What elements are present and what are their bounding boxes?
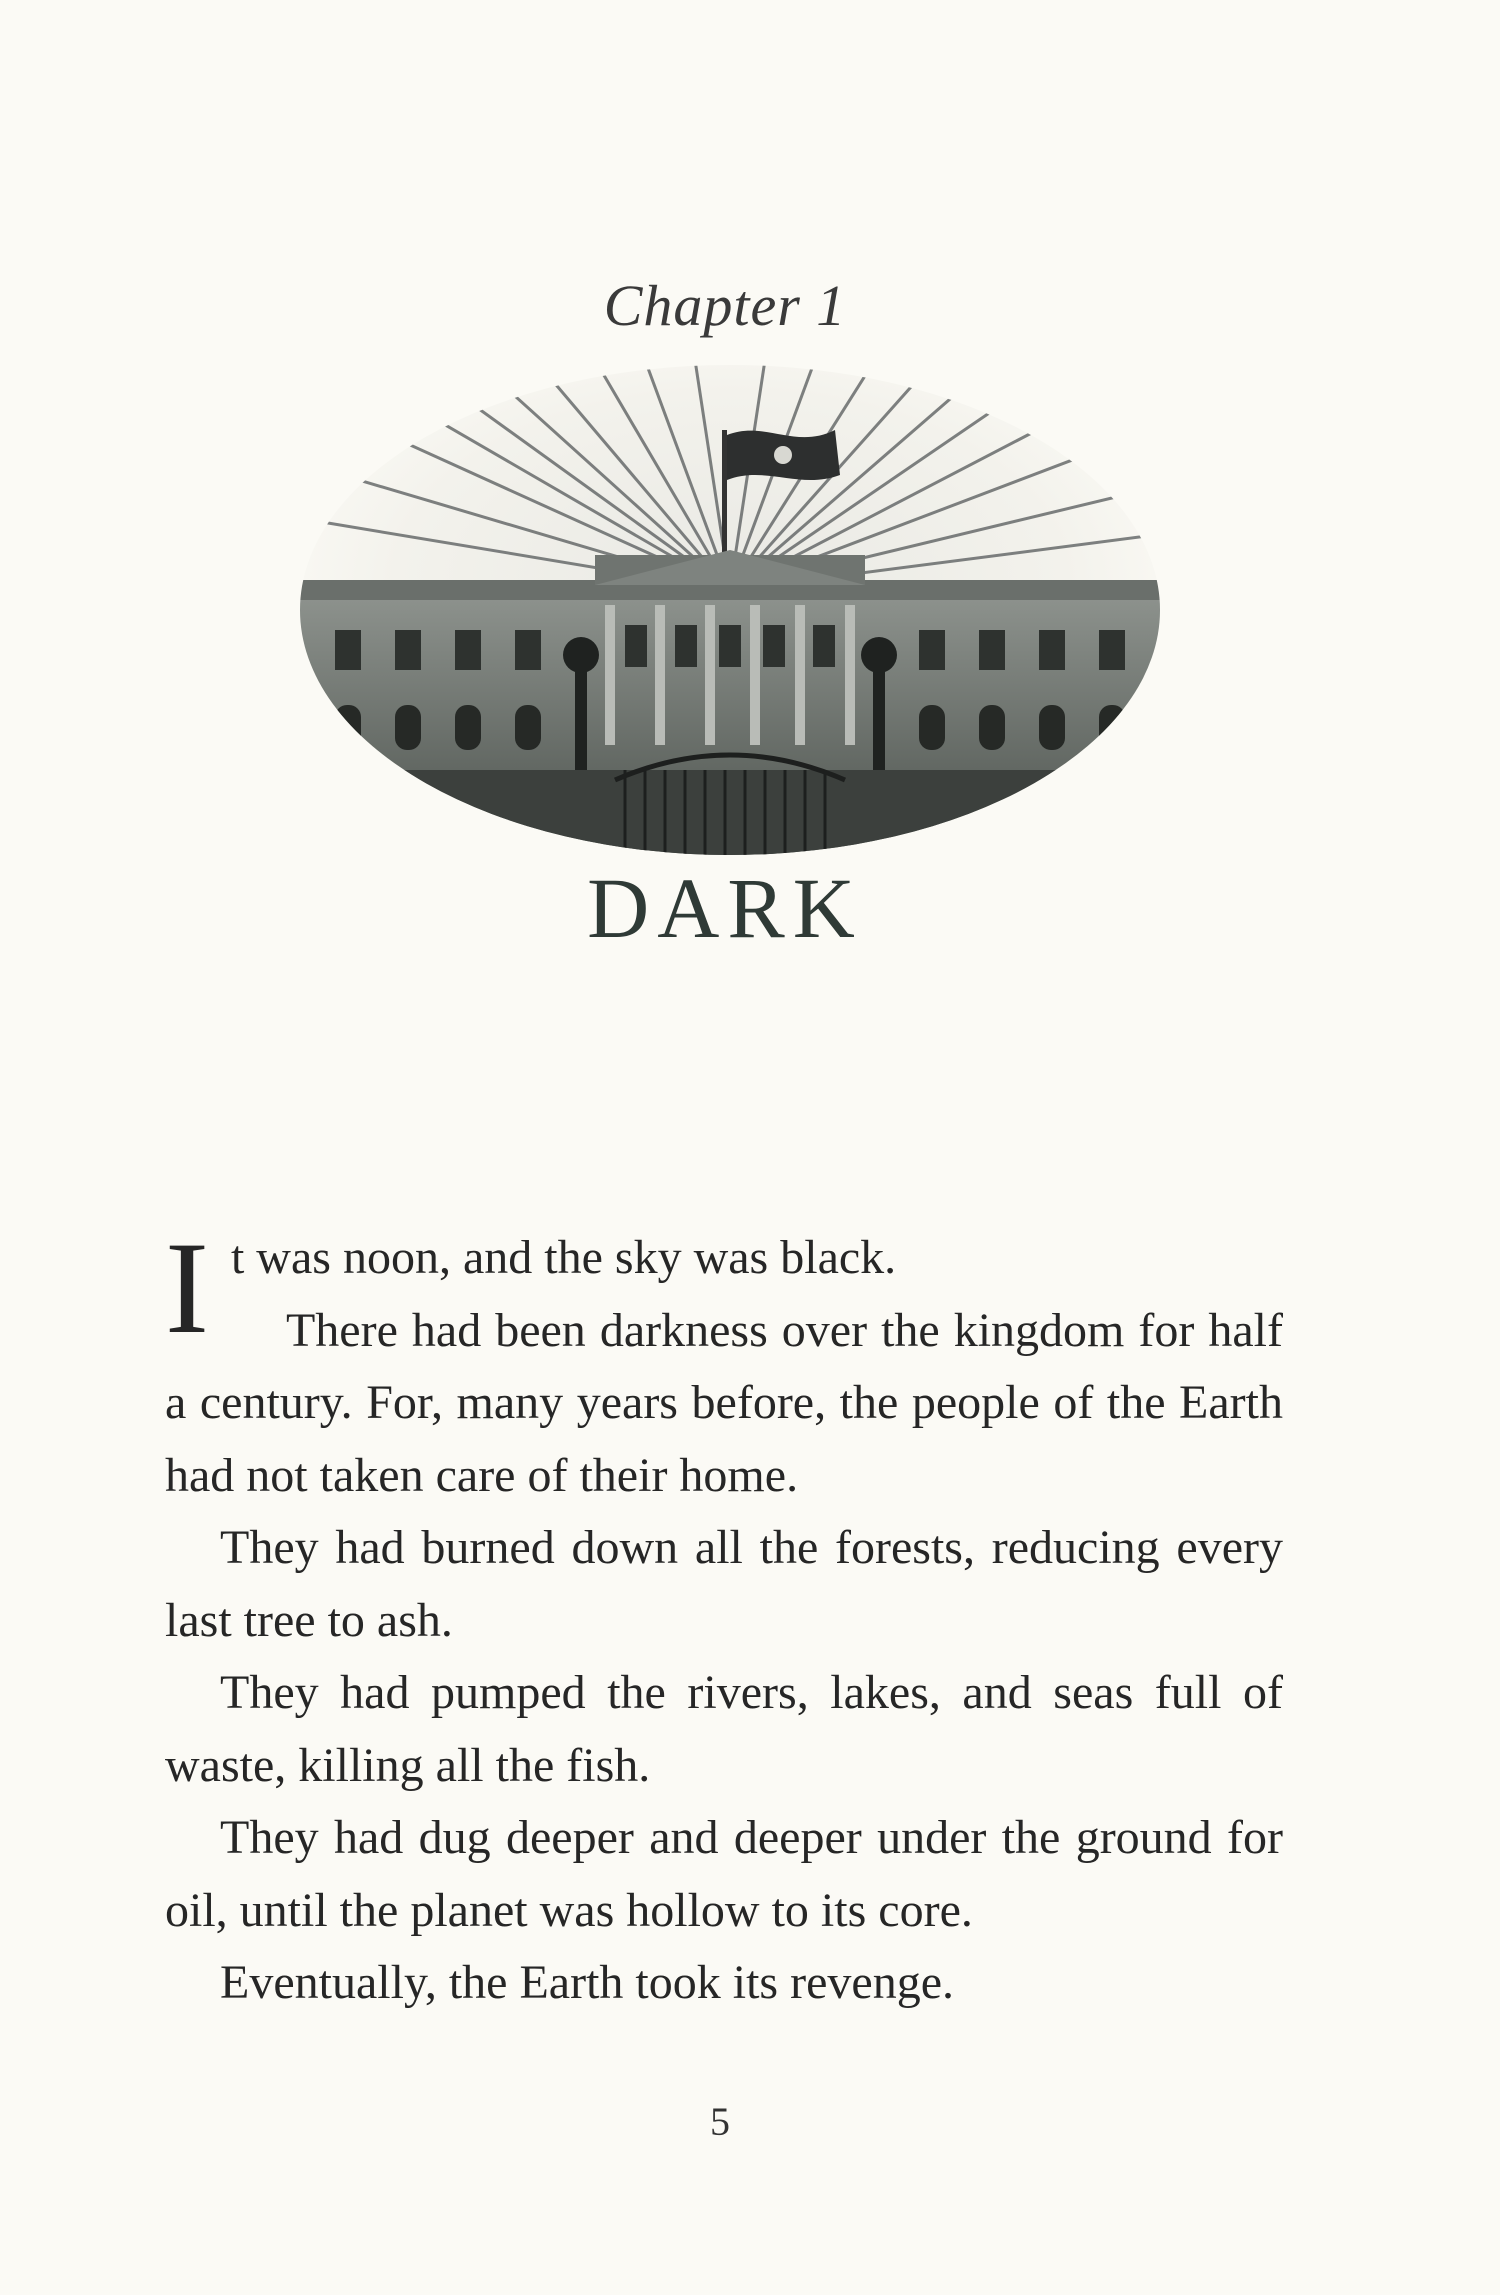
paragraph: They had dug deeper and deeper under the ground for oil, until the planet was hollow to its core. [165,1811,1283,1937]
chapter-label: Chapter 1 [603,273,847,338]
paragraph: They had pumped the rivers, lakes, and seas full of waste, killing all the fish. [165,1666,1283,1792]
drop-cap: I [165,1214,209,1361]
chapter-body [165,1214,1283,2020]
paragraph: Eventually, the Earth took its revenge. [220,1956,954,2009]
paragraph-text: t was noon, and the sky was black. [230,1231,897,1284]
paragraph: There had been darkness over the kingdom for half a century. For, many years before, the people of the Earth had not taken care of their home. [165,1303,1283,1502]
chapter-title: DARK [587,860,863,956]
paragraph: They had burned down all the forests, reducing every last tree to ash. [165,1521,1283,1647]
palace-engraving-icon [295,360,1165,860]
paragraph [165,1214,1283,1361]
page-number: 5 [710,2099,730,2144]
